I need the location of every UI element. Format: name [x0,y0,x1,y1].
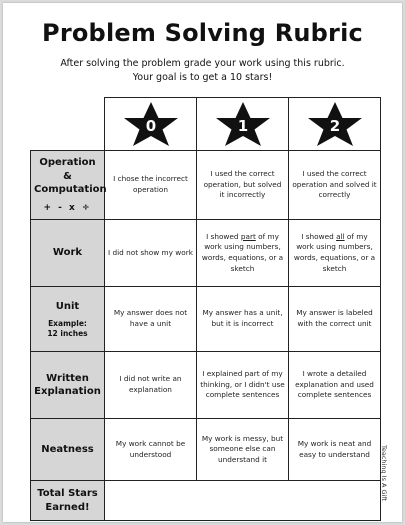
rubric-cell: I explained part of my thinking, or I didn't use complete sentences [197,352,289,419]
rubric-cell [289,220,381,287]
category-label: Operation & Computation [34,157,107,196]
level-1-header [197,98,289,151]
rubric-cell [197,220,289,287]
side-credit: Teaching Is A Gift [380,445,388,502]
rubric-cell: I chose the incorrect operation [105,151,197,220]
rubric-cell: I wrote a detailed explanation and used complete sentences [289,352,381,419]
cell-text: I showed [206,231,241,241]
instructions-line-2: Your goal is to get a 10 stars! [132,72,273,83]
level-0-label: 0 [145,117,156,135]
star-icon [118,101,184,147]
operation-symbols: + - x ÷ [43,202,92,213]
rubric-cell: My answer is labeled with the correct unit [289,287,381,352]
rubric-row-unit [31,287,381,352]
category-label: Unit [55,300,80,312]
rubric-table [30,97,381,521]
rubric-cell: My work is messy, but someone else can understand it [197,419,289,481]
cell-text: of my work using numbers, words, equations, or a sketch [293,231,376,273]
rubric-cell: My work is neat and easy to understand [289,419,381,481]
cell-text: of my work using numbers, words, equations, or a sketch [201,231,284,273]
rubric-row-work [31,220,381,287]
level-1-label: 1 [237,117,248,135]
category-unit [31,287,105,352]
level-2-header [289,98,381,151]
category-neatness: Neatness [31,419,105,481]
star-icon [210,101,276,147]
level-2-label: 2 [329,117,340,135]
total-stars-label: Total Stars Earned! [31,481,105,521]
rubric-cell: I used the correct operation and solved it correctly [289,151,381,220]
header-corner [31,98,105,151]
category-operation [31,151,105,220]
rubric-cell: My answer has a unit, but it is incorrect [197,287,289,352]
rubric-row-operation [31,151,381,220]
example-value: 12 inches [47,328,88,338]
rubric-header-row [31,98,381,151]
rubric-cell: My answer does not have a unit [105,287,197,352]
rubric-cell: I did not write an explanation [105,352,197,419]
cell-emphasis: part [240,231,256,241]
instructions-line-1: After solving the problem grade your work using this rubric. [60,58,345,69]
rubric-page [3,3,402,522]
category-work: Work [31,220,105,287]
total-stars-box [105,481,381,521]
cell-emphasis: all [336,231,345,241]
rubric-row-explanation [31,352,381,419]
example-label: Example: [48,319,87,328]
rubric-cell: I did not show my work [105,220,197,287]
star-icon [302,101,368,147]
rubric-row-neatness [31,419,381,481]
page-title: Problem Solving Rubric [42,19,363,47]
level-0-header [105,98,197,151]
cell-text: I showed [301,231,337,241]
category-explanation: Written Explanation [31,352,105,419]
rubric-cell: I used the correct operation, but solved it incorrectly [197,151,289,220]
rubric-cell: My work cannot be understood [105,419,197,481]
rubric-row-total [31,481,381,521]
